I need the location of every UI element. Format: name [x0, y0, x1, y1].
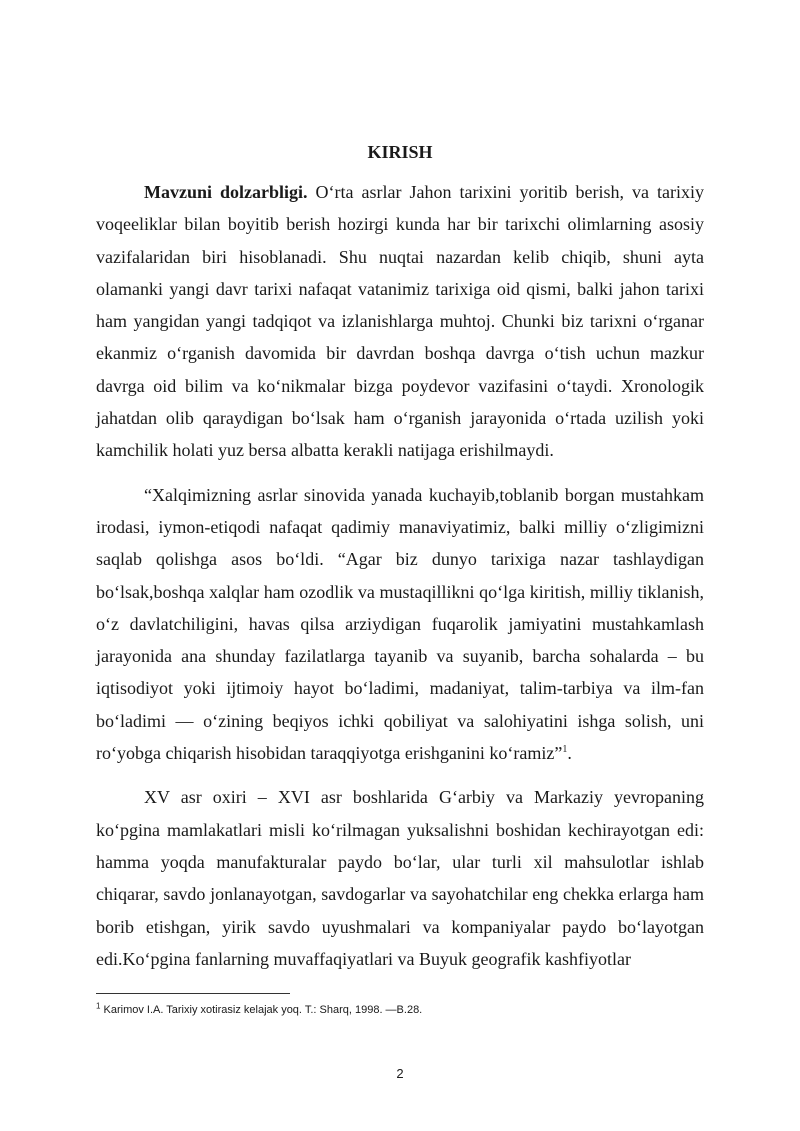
paragraph-lead: Mavzuni dolzarbligi. [144, 182, 308, 202]
paragraph-quote [96, 479, 704, 770]
paragraph-relevance [96, 176, 704, 467]
paragraph-text: “Xalqimizning asrlar sinovida yanada kuchayib,toblanib borgan mustahkam irodasi, iymon-etiqodi nafaqat qadimiy manaviyatimiz, balki milliy o‘zligimizni saqlab qolishga asos bo‘ldi. “Agar biz dunyo tarixiga nazar tashlaydigan bo‘lsak,boshqa xalqlar ham ozodlik va mustaqillikni qo‘lga kiritish, milliy tiklanish, o‘z davlatchiligini, havas qilsa arziydigan fuqarolik jamiyatini mustahkamlash jarayonida ana shunday fazilatlarga tayanib va suyanib, barcha sohalarda – bu iqtisodiyot yoki ijtimoiy hayot bo‘ladimi, madaniyat, talim-tarbiya va ilm-fan bo‘ladimi — o‘zining beqiyos ichki qobiliyat va salohiyatini ishga solish, uni ro‘yobga chiqarish hisobidan taraqqiyotga erishganini ko‘ramiz” [96, 484, 704, 764]
footnote [96, 1002, 704, 1018]
paragraph-text: O‘rta asrlar Jahon tarixini yoritib berish, va tarixiy voqeeliklar bilan boyitib berish hozirgi kunda har bir tarixchi olimlarning asosiy vazifalaridan biri hisoblanadi. Shu nuqtai nazardan kelib chiqib, shuni ayta olamanki yangi davr tarixi nafaqat vatanimiz tarixiga oid qismi, balki jahon tarixi ham yangidan yangi tadqiqot va izlanishlarga muhtoj. Chunki biz tarixni o‘rganar ekanmiz o‘rganish davomida bir davrdan boshqa davrga o‘tish uchun mazkur davrga oid bilim va ko‘nikmalar bizga poydevor vazifasini o‘taydi. Xronologik jahatdan olib qaraydigan bo‘lsak ham o‘rganish jarayonida o‘rtada uzilish yoki kamchilik holati yuz bersa albatta kerakli natijaga erishilmaydi. [96, 182, 704, 461]
paragraph-history [96, 781, 704, 975]
body-text [96, 176, 704, 987]
page-title: KIRISH [367, 142, 433, 162]
footnote-number: 1 [96, 1001, 101, 1011]
paragraph-text: XV asr oxiri – XVI asr boshlarida G‘arbiy va Markaziy yevropaning ko‘pgina mamlakatlari misli ko‘rilmagan yuksalishni boshidan kechirayotgan edi: hamma yoqda manufakturalar paydo bo‘lar, ular turli xil mahsulotlar ishlab chiqarar, savdo jonlanayotgan, savdogarlar va sayohatchilar eng chekka erlarga ham borib etishgan, yirik savdo uyushmalari va kompaniyalar paydo bo‘layotgan edi.Ko‘pgina fanlarning muvaffaqiyatlari va Buyuk geografik kashfiyotlar [96, 787, 704, 969]
paragraph-tail: . [567, 743, 572, 764]
footnote-text: Karimov I.A. Tarixiy xotirasiz kelajak yoq. T.: Sharq, 1998. —B.28. [100, 1004, 423, 1016]
footnote-reference[interactable]: 1 [562, 744, 568, 756]
footnote-separator [96, 993, 290, 994]
page-number: 2 [396, 1066, 404, 1081]
